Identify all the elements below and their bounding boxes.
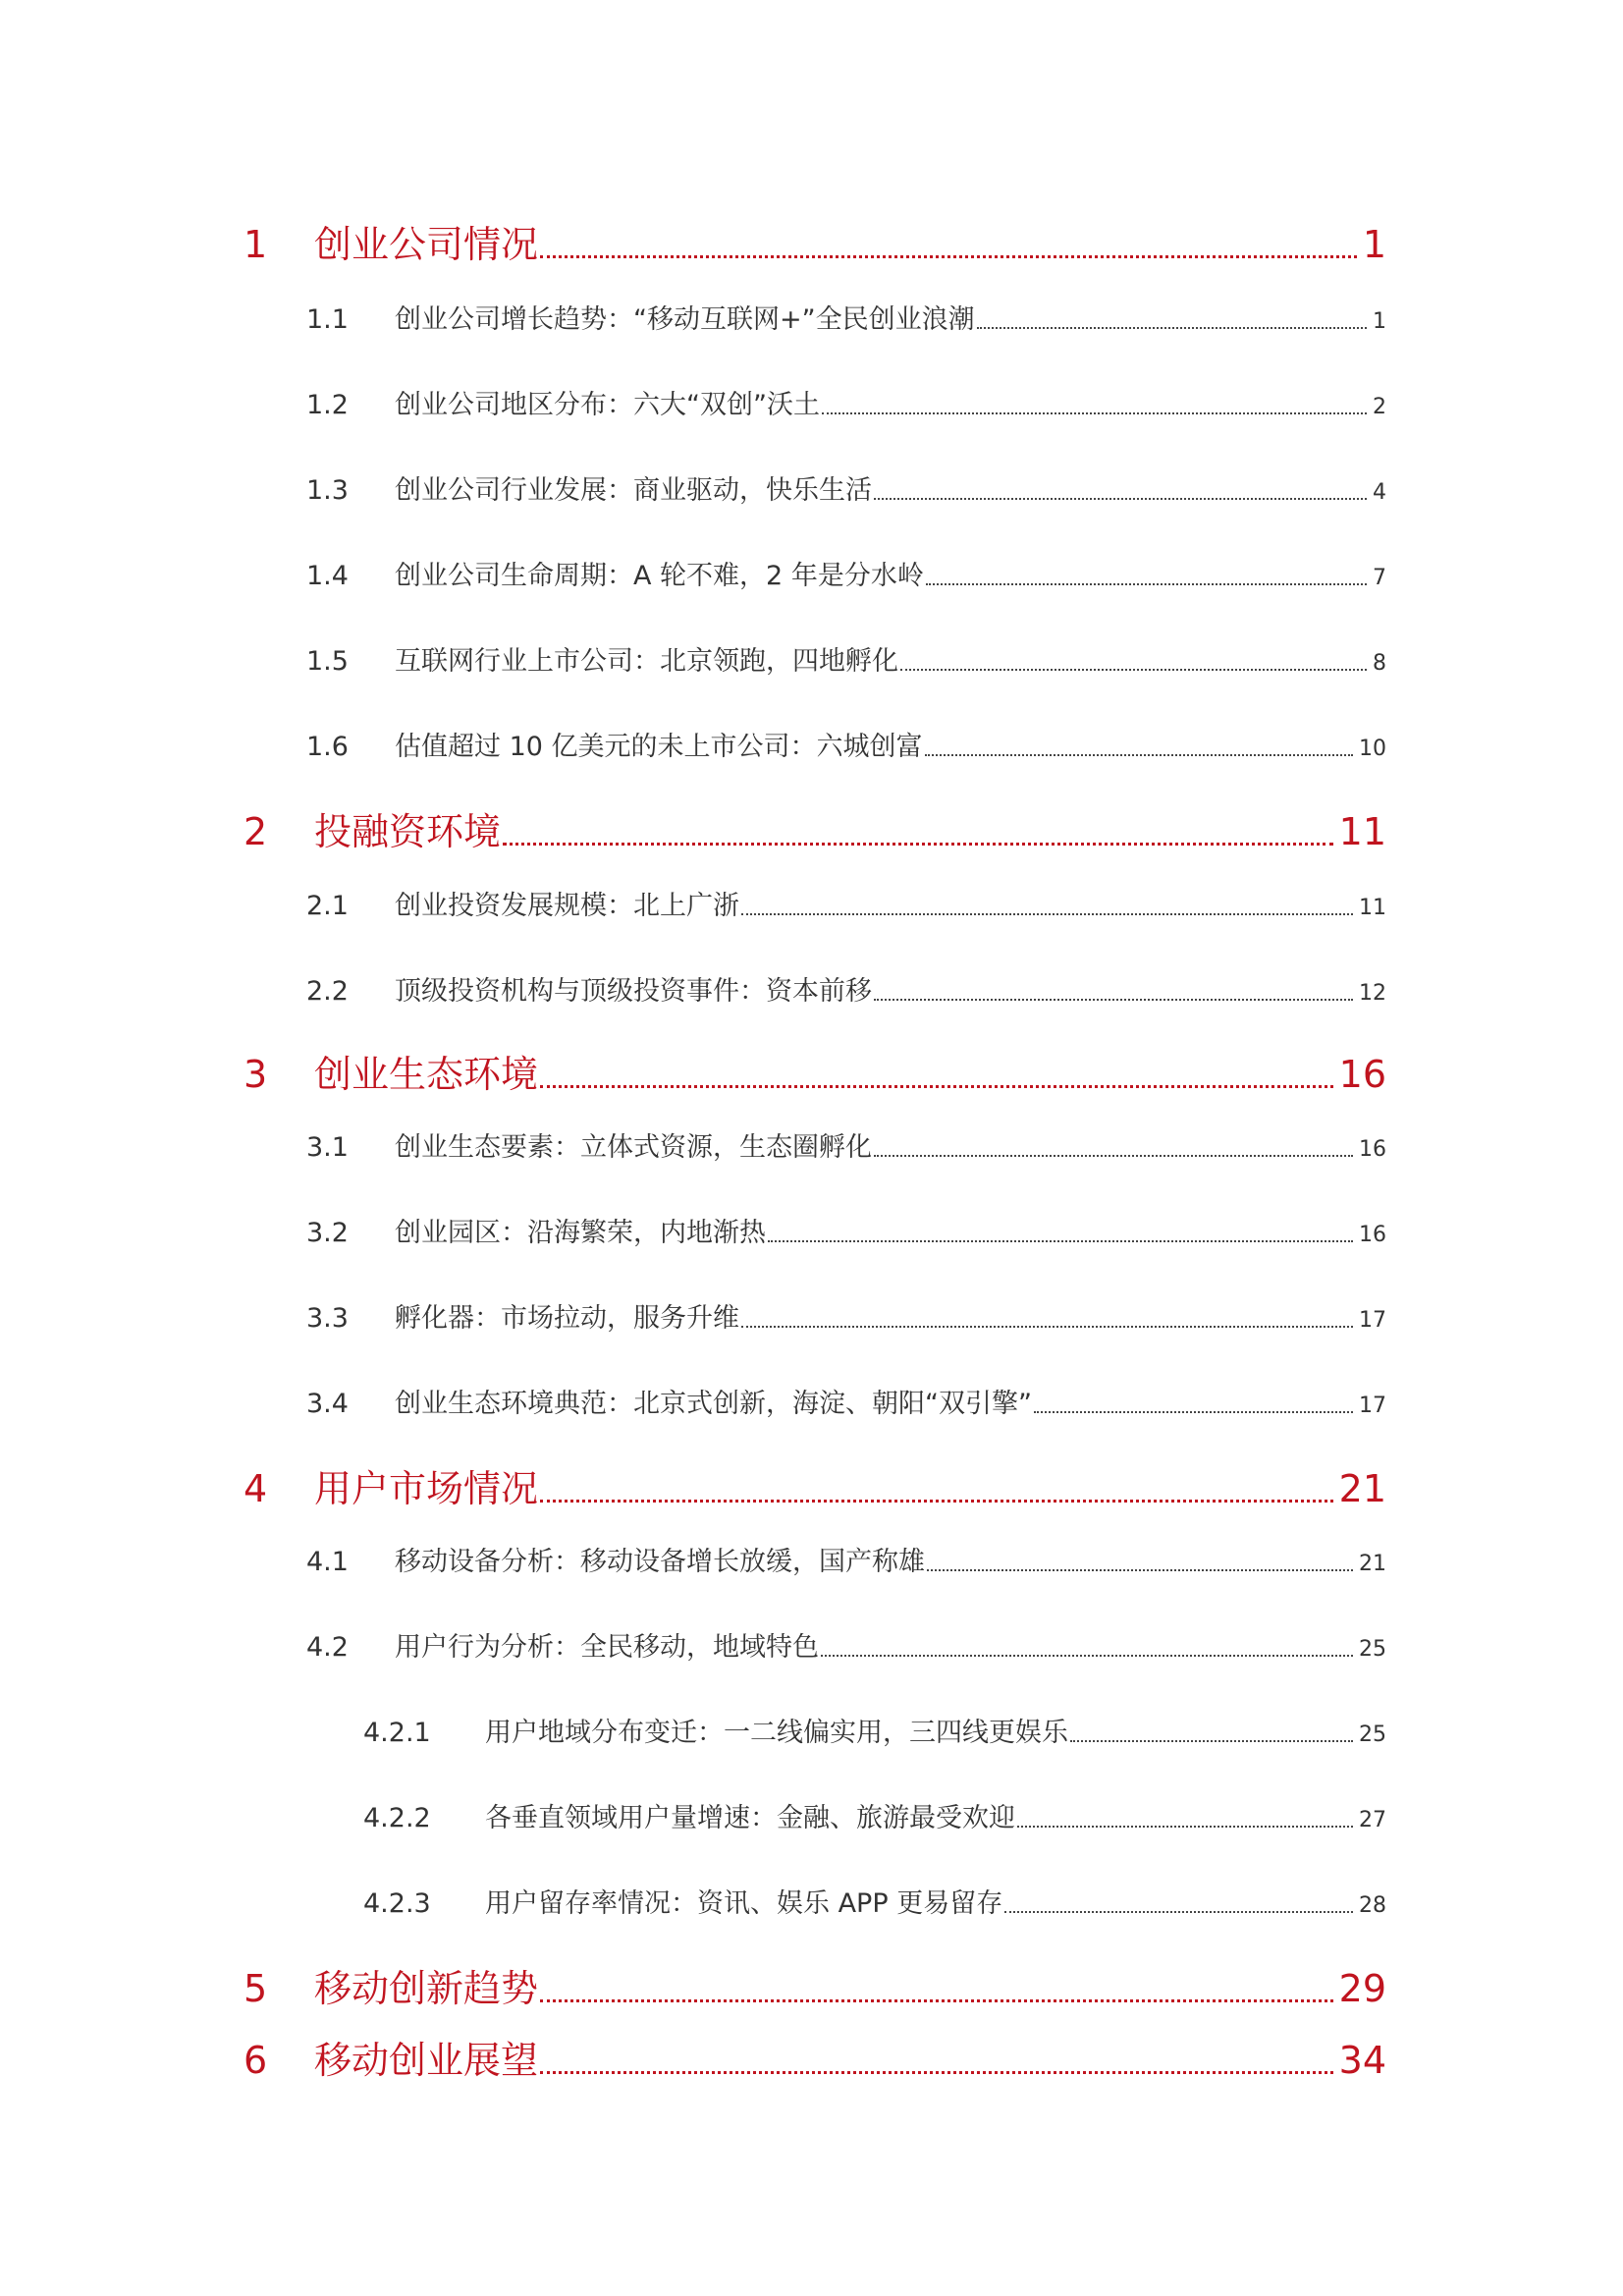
dot-leader (540, 2071, 1333, 2074)
toc-page-number: 2 (1373, 395, 1386, 419)
toc-entry-chapter-4[interactable] (243, 1458, 1386, 1512)
toc-title: 估值超过 10 亿美元的未上市公司：六城创富 (395, 732, 923, 762)
toc-entry-chapter-3[interactable] (243, 1044, 1386, 1098)
dot-leader (540, 255, 1357, 258)
dot-leader (503, 843, 1333, 846)
toc-number: 3.3 (306, 1303, 349, 1334)
toc-page-number: 16 (1359, 1223, 1386, 1247)
toc-entry-chapter-5[interactable] (243, 1958, 1386, 2012)
toc-title: 创业生态环境 (314, 1053, 539, 1096)
toc-title: 创业生态环境典范：北京式创新，海淀、朝阳“双引擎” (395, 1389, 1032, 1419)
toc-title: 创业公司地区分布：六大“双创”沃土 (395, 390, 820, 420)
dot-leader (1070, 1740, 1353, 1742)
dot-leader (540, 1085, 1333, 1088)
dot-leader (900, 669, 1367, 671)
dot-leader (768, 1240, 1353, 1242)
toc-title: 创业公司行业发展：商业驱动，快乐生活 (395, 475, 872, 506)
dot-leader (925, 754, 1353, 756)
toc-entry-section-1-6[interactable] (306, 725, 1386, 763)
dot-leader (741, 913, 1353, 915)
dot-leader (540, 1500, 1333, 1503)
dot-leader (821, 1655, 1353, 1657)
toc-number: 2 (243, 810, 268, 853)
toc-number: 4 (243, 1467, 268, 1510)
dot-leader (926, 583, 1367, 585)
toc-page-number: 28 (1359, 1893, 1386, 1918)
toc-title: 顶级投资机构与顶级投资事件：资本前移 (395, 976, 872, 1007)
toc-title: 用户市场情况 (314, 1467, 539, 1510)
toc-number: 2.1 (306, 891, 349, 921)
toc-number: 3 (243, 1053, 268, 1096)
toc-number: 2.2 (306, 976, 349, 1007)
toc-number: 4.2.1 (363, 1718, 431, 1748)
toc-number: 1 (243, 223, 268, 266)
dot-leader (874, 1155, 1353, 1157)
toc-title: 各垂直领域用户量增速：金融、旅游最受欢迎 (485, 1803, 1015, 1833)
toc-entry-section-3-1[interactable] (306, 1125, 1386, 1164)
toc-number: 4.2.2 (363, 1803, 431, 1833)
toc-title: 用户行为分析：全民移动，地域特色 (395, 1632, 819, 1663)
dot-leader (1004, 1911, 1353, 1913)
toc-page-number: 7 (1373, 566, 1386, 590)
toc-entry-chapter-2[interactable] (243, 801, 1386, 855)
toc-number: 3.1 (306, 1132, 349, 1163)
toc-title: 创业园区：沿海繁荣，内地渐热 (395, 1218, 766, 1248)
toc-page-number: 4 (1373, 480, 1386, 505)
toc-page-number: 25 (1359, 1637, 1386, 1662)
toc-entry-section-2-2[interactable] (306, 969, 1386, 1008)
toc-number: 1.3 (306, 475, 349, 506)
toc-title: 用户留存率情况：资讯、娱乐 APP 更易留存 (485, 1888, 1003, 1919)
toc-number: 1.1 (306, 304, 349, 335)
toc-title: 孵化器：市场拉动，服务升维 (395, 1303, 739, 1334)
dot-leader (927, 1569, 1353, 1571)
toc-entry-section-3-3[interactable] (306, 1296, 1386, 1335)
toc-entry-section-4-2-3[interactable] (363, 1882, 1386, 1920)
toc-entry-section-3-2[interactable] (306, 1211, 1386, 1249)
toc-page-number: 8 (1373, 651, 1386, 676)
toc-page-number: 21 (1338, 1467, 1386, 1510)
toc-number: 5 (243, 1967, 268, 2010)
toc-number: 1.6 (306, 732, 349, 762)
toc-entry-section-4-2[interactable] (306, 1625, 1386, 1664)
toc-title: 移动创新趋势 (314, 1967, 539, 2010)
toc-number: 1.5 (306, 646, 349, 677)
toc-page-number: 11 (1359, 896, 1386, 920)
toc-entry-section-1-2[interactable] (306, 383, 1386, 421)
toc-number: 1.2 (306, 390, 349, 420)
toc-title: 创业公司生命周期：A 轮不难，2 年是分水岭 (395, 561, 924, 591)
dot-leader (1034, 1411, 1353, 1413)
toc-number: 3.4 (306, 1389, 349, 1419)
toc-page-number: 29 (1338, 1967, 1386, 2010)
toc-page-number: 34 (1338, 2039, 1386, 2082)
toc-number: 6 (243, 2039, 268, 2082)
toc-entry-section-4-1[interactable] (306, 1540, 1386, 1578)
toc-entry-chapter-1[interactable] (243, 214, 1386, 268)
toc-page-number: 10 (1359, 737, 1386, 761)
toc-entry-section-1-4[interactable] (306, 554, 1386, 592)
toc-entry-chapter-6[interactable] (243, 2030, 1386, 2084)
toc-entry-section-2-1[interactable] (306, 884, 1386, 922)
toc-page-number: 16 (1359, 1137, 1386, 1162)
toc-number: 3.2 (306, 1218, 349, 1248)
toc-page-number: 11 (1338, 810, 1386, 853)
toc-page-number: 17 (1359, 1394, 1386, 1418)
toc-page-number: 17 (1359, 1308, 1386, 1333)
toc-title: 创业公司情况 (314, 223, 539, 266)
toc-entry-section-1-1[interactable] (306, 298, 1386, 336)
toc-entry-section-1-5[interactable] (306, 639, 1386, 678)
toc-entry-section-4-2-2[interactable] (363, 1796, 1386, 1834)
toc-number: 4.2 (306, 1632, 349, 1663)
dot-leader (1017, 1826, 1353, 1828)
toc-title: 创业生态要素：立体式资源，生态圈孵化 (395, 1132, 872, 1163)
toc-entry-section-3-4[interactable] (306, 1382, 1386, 1420)
dot-leader (540, 1999, 1333, 2002)
toc-title: 移动设备分析：移动设备增长放缓，国产称雄 (395, 1547, 925, 1577)
toc-entry-section-4-2-1[interactable] (363, 1711, 1386, 1749)
dot-leader (977, 327, 1367, 329)
toc-page-number: 27 (1359, 1808, 1386, 1832)
dot-leader (874, 999, 1353, 1001)
dot-leader (741, 1326, 1353, 1328)
toc-page-number: 1 (1373, 309, 1386, 334)
toc-title: 互联网行业上市公司：北京领跑，四地孵化 (395, 646, 898, 677)
dot-leader (822, 412, 1367, 414)
toc-title: 投融资环境 (314, 810, 502, 853)
toc-page-number: 21 (1359, 1552, 1386, 1576)
toc-title: 创业公司增长趋势：“移动互联网+”全民创业浪潮 (395, 304, 975, 335)
toc-number: 4.2.3 (363, 1888, 431, 1919)
toc-entry-section-1-3[interactable] (306, 468, 1386, 507)
toc-page-number: 1 (1362, 223, 1386, 266)
toc-title: 用户地域分布变迁：一二线偏实用，三四线更娱乐 (485, 1718, 1068, 1748)
toc-page-number: 25 (1359, 1722, 1386, 1747)
dot-leader (874, 498, 1367, 500)
toc-page-number: 16 (1338, 1053, 1386, 1096)
toc-page-number: 12 (1359, 981, 1386, 1006)
toc-number: 4.1 (306, 1547, 349, 1577)
toc-number: 1.4 (306, 561, 349, 591)
toc-title: 移动创业展望 (314, 2039, 539, 2082)
toc-title: 创业投资发展规模：北上广浙 (395, 891, 739, 921)
